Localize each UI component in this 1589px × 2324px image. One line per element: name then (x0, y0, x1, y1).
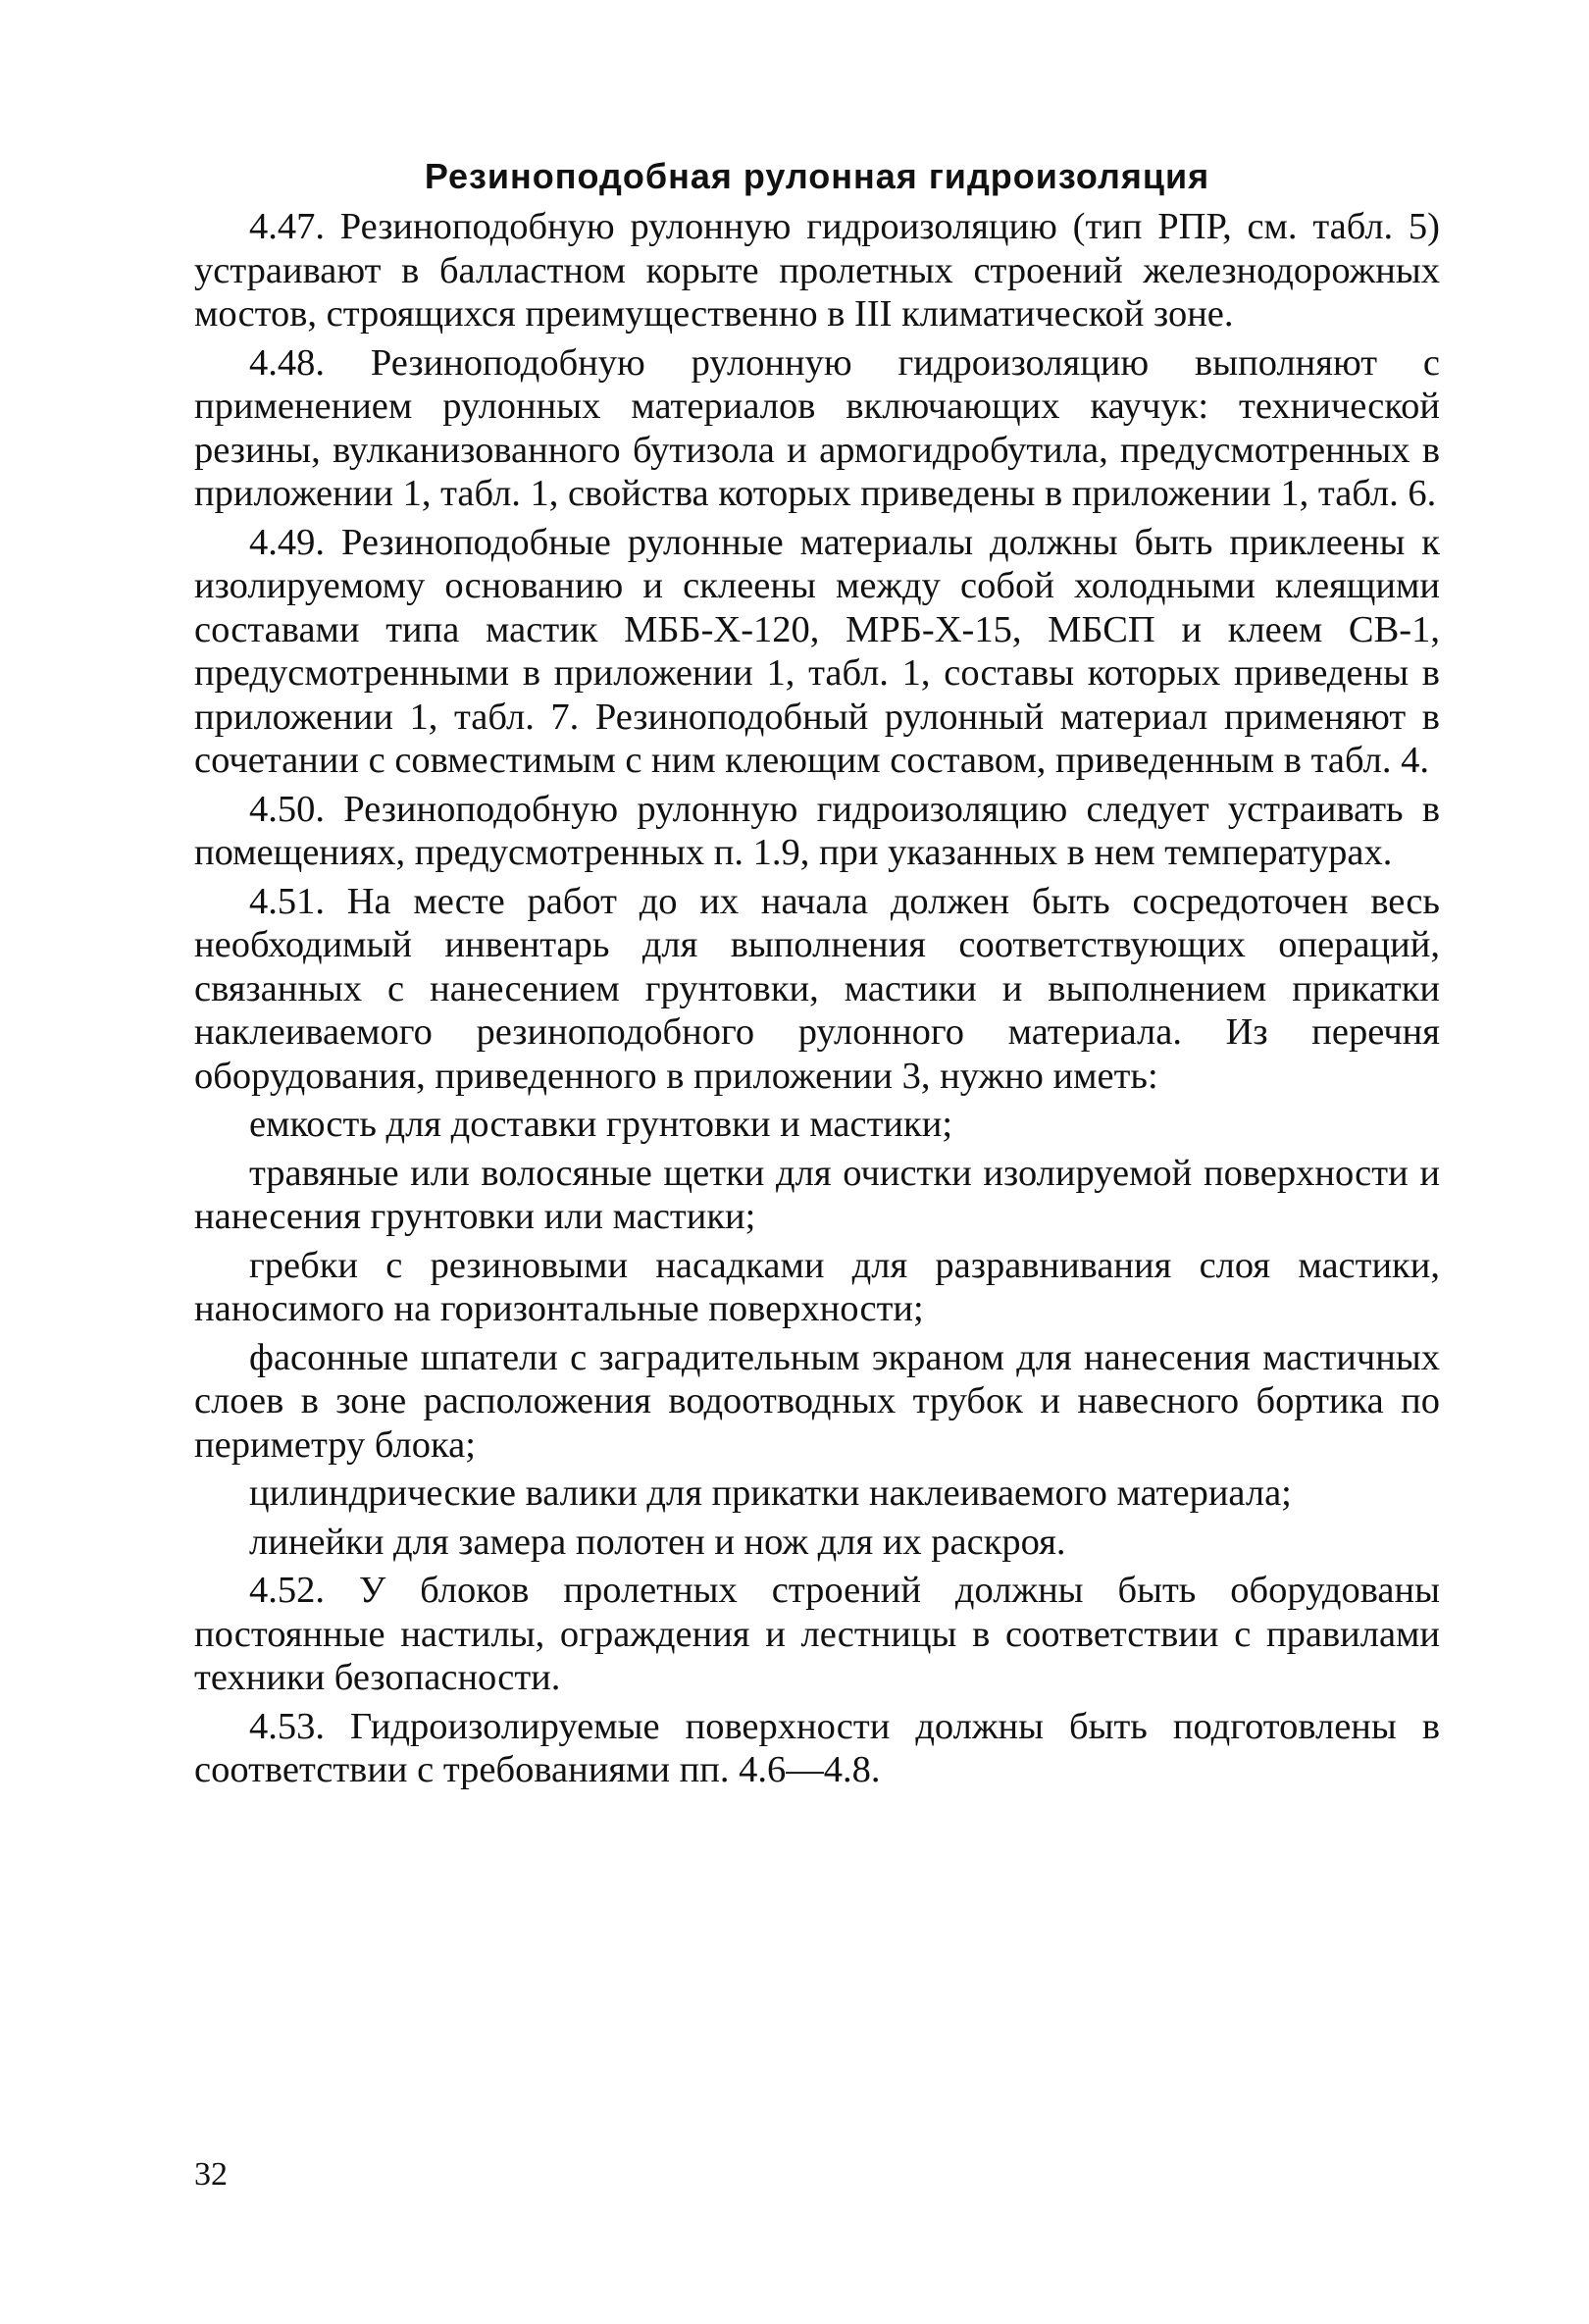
paragraph-4-52: 4.52. У блоков пролетных строений должны быть оборудованы постоянные настилы, ограждения и лестницы в соответствии с правилами техники безопасности. (194, 1570, 1440, 1698)
list-item: фасонные шпатели с заградительным экраном для нанесения мастичных слоев в зоне расположения водоотводных трубок и навесного бортика по периметру блока; (194, 1336, 1440, 1466)
paragraph-4-50: 4.50. Резиноподобную рулонную гидроизоляцию следует устраивать в помещениях, предусмотренных п. 1.9, при указанных в нем температурах. (194, 788, 1440, 873)
page-content (194, 152, 1440, 1797)
list-item: травяные или волосяные щетки для очистки изолируемой поверхности и нанесения грунтовки или мастики; (194, 1152, 1440, 1237)
paragraph-4-47: 4.47. Резиноподобную рулонную гидроизоляцию (тип РПР, см. табл. 5) устраивают в балластном корыте пролетных строений железнодорожных мостов, строящихся преимущественно в III климатической зоне. (194, 206, 1440, 335)
paragraph-4-48: 4.48. Резиноподобную рулонную гидроизоляцию выполняют с применением рулонных материалов включающих каучук: технической резины, вулканизованного бутизола и армогидробутила, предусмотренных в приложении 1, табл. 1, свойства которых приведены в приложении 1, табл. 6. (194, 341, 1440, 514)
paragraph-4-51: 4.51. На месте работ до их начала должен быть сосредоточен весь необходимый инвентарь для выполнения соответствующих операций, связанных с нанесением грунтовки, мастики и выполнением прикатки наклеиваемого резиноподобного рулонного материала. Из перечня оборудования, приведенного в приложении 3, нужно иметь: (194, 880, 1440, 1097)
list-item: гребки с резиновыми насадками для разравнивания слоя мастики, наносимого на горизонтальные поверхности; (194, 1244, 1440, 1329)
equipment-list (194, 1103, 1440, 1564)
page-number: 32 (194, 2156, 228, 2193)
list-item: линейки для замера полотен и нож для их раскроя. (249, 1521, 1066, 1563)
list-item: емкость для доставки грунтовки и мастики; (249, 1104, 953, 1145)
paragraph-4-53: 4.53. Гидроизолируемые поверхности должны быть подготовлены в соответствии с требованиями пп. 4.6—4.8. (194, 1705, 1440, 1790)
list-item: цилиндрические валики для прикатки наклеиваемого материала; (249, 1472, 1292, 1514)
paragraph-4-49: 4.49. Резиноподобные рулонные материалы должны быть приклеены к изолируемому основанию и склеены между собой холодными клеящими составами типа мастик МББ-Х-120, МРБ-Х-15, МБСП и клеем СВ-1, предусмотренными в приложении 1, табл. 1, составы которых приведены в приложении 1, табл. 7. Резиноподобный рулонный материал применяют в сочетании с совместимым с ним клеющим составом, приведенным в табл. 4. (194, 521, 1440, 781)
section-heading: Резиноподобная рулонная гидроизоляция (424, 156, 1210, 196)
